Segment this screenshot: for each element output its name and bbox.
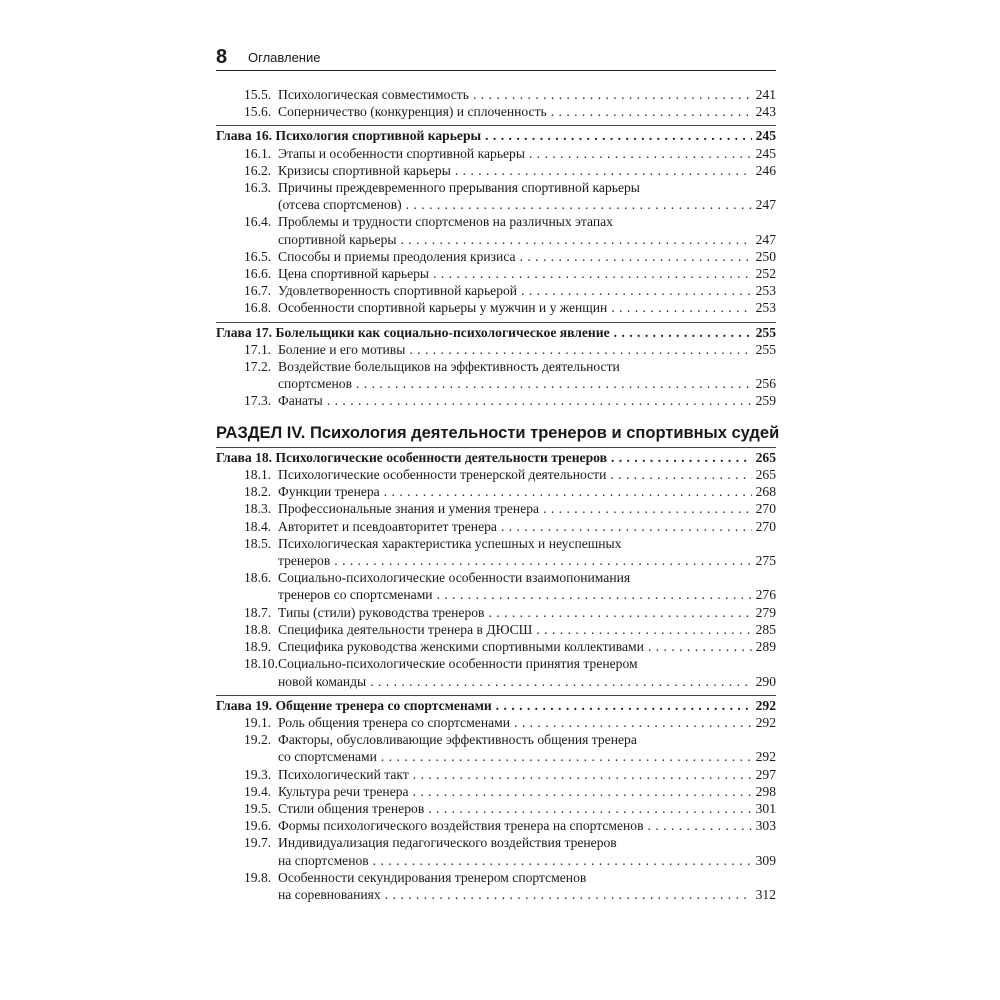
toc-entry xyxy=(216,638,776,655)
entry-page: 245 xyxy=(755,145,776,161)
toc-entry xyxy=(216,852,776,869)
entry-title: Соперничество (конкуренция) и сплоченность xyxy=(278,104,547,120)
entry-title: Способы и приемы преодоления кризиса xyxy=(278,248,516,264)
toc-entry xyxy=(216,500,776,517)
entry-title: Особенности спортивной карьеры у мужчин и у женщин xyxy=(278,300,608,316)
entry-number: 18.9. xyxy=(244,639,272,655)
dot-leader xyxy=(488,604,751,621)
entry-page: 255 xyxy=(755,341,776,357)
toc-entry xyxy=(216,604,776,621)
entry-title: Профессиональные знания и умения тренера xyxy=(278,501,540,517)
toc-entry xyxy=(216,731,776,748)
chapter-title: Глава 17. Болельщики как социально-психологическое явление xyxy=(216,324,610,340)
toc-entry xyxy=(216,282,776,299)
dot-leader xyxy=(514,714,752,731)
chapter-title: Глава 18. Психологические особенности деятельности тренеров xyxy=(216,449,607,465)
entry-page: 243 xyxy=(755,104,776,120)
dot-leader xyxy=(648,817,752,834)
entry-page: 247 xyxy=(755,231,776,247)
entry-number: 19.3. xyxy=(244,766,272,782)
entry-page: 245 xyxy=(755,128,776,144)
entry-number: 18.4. xyxy=(244,518,272,534)
dot-leader xyxy=(551,103,752,120)
dot-leader xyxy=(334,552,751,569)
entry-number: 15.6. xyxy=(244,104,272,120)
toc-entry xyxy=(216,748,776,765)
dot-leader xyxy=(485,127,751,144)
entry-title: Типы (стили) руководства тренеров xyxy=(278,604,485,620)
running-title: Оглавление xyxy=(248,50,321,65)
entry-page: 247 xyxy=(755,197,776,213)
page-number: 8 xyxy=(216,46,228,68)
dot-leader xyxy=(433,265,752,282)
dot-leader xyxy=(409,341,751,358)
toc-entry xyxy=(216,535,776,552)
entry-title: на спортсменов xyxy=(278,852,369,868)
entry-number: 19.6. xyxy=(244,818,272,834)
toc-entry xyxy=(216,179,776,196)
dot-leader xyxy=(611,299,751,316)
toc-entry xyxy=(216,817,776,834)
entry-page: 275 xyxy=(755,553,776,569)
toc-entry xyxy=(216,586,776,603)
dot-leader xyxy=(373,852,752,869)
dot-leader xyxy=(536,621,751,638)
toc-block xyxy=(216,125,776,316)
entry-page: 265 xyxy=(755,449,776,465)
entry-page: 268 xyxy=(755,484,776,500)
entry-title: Авторитет и псевдоавторитет тренера xyxy=(278,518,497,534)
toc-entry xyxy=(216,299,776,316)
entry-title: Функции тренера xyxy=(278,484,380,500)
entry-page: 259 xyxy=(755,393,776,409)
toc-entry xyxy=(216,103,776,120)
chapter-entry xyxy=(216,324,776,341)
entry-page: 297 xyxy=(755,766,776,782)
toc-entry xyxy=(216,86,776,103)
entry-page: 246 xyxy=(755,162,776,178)
entry-number: 15.5. xyxy=(244,87,272,102)
entry-number: 18.6. xyxy=(244,570,272,586)
entry-title: Боление и его мотивы xyxy=(278,341,406,357)
entry-number: 16.5. xyxy=(244,248,272,264)
entry-title: со спортсменами xyxy=(278,749,377,765)
dot-leader xyxy=(384,483,752,500)
toc-entry xyxy=(216,834,776,851)
entry-title: Воздействие болельщиков на эффективность деятельности xyxy=(278,359,620,375)
toc-entry xyxy=(216,483,776,500)
entry-page: 241 xyxy=(755,87,776,102)
entry-title: новой команды xyxy=(278,673,367,689)
entry-number: 19.7. xyxy=(244,835,272,851)
dot-leader xyxy=(413,783,752,800)
entry-title: Психологическая характеристика успешных и неуспешных xyxy=(278,535,622,551)
toc-entry xyxy=(216,673,776,690)
entry-title: Формы психологического воздействия тренера на спортсменов xyxy=(278,818,644,834)
toc-entry xyxy=(216,800,776,817)
entry-number: 16.6. xyxy=(244,266,272,282)
entry-page: 276 xyxy=(755,587,776,603)
dot-leader xyxy=(406,196,752,213)
chapter-title: Глава 16. Психология спортивной карьеры xyxy=(216,128,482,144)
toc-block xyxy=(216,86,776,120)
toc-block xyxy=(216,447,776,690)
entry-number: 19.1. xyxy=(244,714,272,730)
toc-entry xyxy=(216,552,776,569)
dot-leader xyxy=(370,673,751,690)
entry-title: Специфика деятельности тренера в ДЮСШ xyxy=(278,621,533,637)
entry-page: 292 xyxy=(755,714,776,730)
toc-entry xyxy=(216,213,776,230)
entry-page: 312 xyxy=(755,886,776,902)
table-of-contents xyxy=(216,86,780,903)
entry-number: 18.1. xyxy=(244,467,272,483)
entry-number: 19.5. xyxy=(244,800,272,816)
page-header xyxy=(216,44,776,71)
toc-entry xyxy=(216,466,776,483)
entry-title: спортсменов xyxy=(278,376,352,392)
entry-number: 16.8. xyxy=(244,300,272,316)
entry-number: 18.8. xyxy=(244,621,272,637)
entry-page: 250 xyxy=(755,248,776,264)
toc-entry xyxy=(216,231,776,248)
toc-entry xyxy=(216,375,776,392)
toc-block xyxy=(216,322,776,410)
entry-page: 253 xyxy=(755,283,776,299)
entry-title: Фанаты xyxy=(278,393,323,409)
entry-page: 255 xyxy=(755,324,776,340)
entry-number: 16.4. xyxy=(244,214,272,230)
toc-entry xyxy=(216,145,776,162)
dot-leader xyxy=(501,518,752,535)
entry-page: 252 xyxy=(755,266,776,282)
toc-entry xyxy=(216,869,776,886)
dot-leader xyxy=(614,324,752,341)
entry-number: 18.10. xyxy=(244,656,278,672)
entry-page: 292 xyxy=(755,697,776,713)
entry-title: (отсева спортсменов) xyxy=(278,197,402,213)
entry-title: спортивной карьеры xyxy=(278,231,397,247)
toc-entry xyxy=(216,886,776,903)
chapter-entry xyxy=(216,697,776,714)
dot-leader xyxy=(496,697,752,714)
dot-leader xyxy=(520,248,752,265)
dot-leader xyxy=(381,748,752,765)
toc-entry xyxy=(216,766,776,783)
entry-page: 303 xyxy=(755,818,776,834)
entry-number: 16.3. xyxy=(244,180,272,196)
entry-number: 18.5. xyxy=(244,535,272,551)
entry-title: Культура речи тренера xyxy=(278,783,409,799)
entry-page: 289 xyxy=(755,639,776,655)
entry-title: Социально-психологические особенности взаимопонимания xyxy=(278,570,631,586)
toc-entry xyxy=(216,783,776,800)
entry-title: Социально-психологические особенности принятия тренером xyxy=(278,656,638,672)
chapter-entry xyxy=(216,127,776,144)
dot-leader xyxy=(610,466,751,483)
entry-page: 253 xyxy=(755,300,776,316)
entry-number: 18.7. xyxy=(244,604,272,620)
entry-number: 17.3. xyxy=(244,393,272,409)
entry-page: 270 xyxy=(755,518,776,534)
entry-number: 17.1. xyxy=(244,341,272,357)
entry-title: тренеров со спортсменами xyxy=(278,587,433,603)
entry-title: Психологический такт xyxy=(278,766,409,782)
dot-leader xyxy=(611,449,752,466)
entry-title: Причины преждевременного прерывания спортивной карьеры xyxy=(278,180,640,196)
entry-page: 256 xyxy=(755,376,776,392)
dot-leader xyxy=(529,145,752,162)
entry-title: Кризисы спортивной карьеры xyxy=(278,162,451,178)
toc-entry xyxy=(216,569,776,586)
toc-entry xyxy=(216,714,776,731)
entry-title: Проблемы и трудности спортсменов на различных этапах xyxy=(278,214,613,230)
entry-number: 19.2. xyxy=(244,732,272,748)
chapter-entry xyxy=(216,449,776,466)
entry-number: 19.4. xyxy=(244,783,272,799)
entry-title: Психологическая совместимость xyxy=(278,87,469,102)
dot-leader xyxy=(473,86,752,103)
entry-page: 285 xyxy=(755,621,776,637)
dot-leader xyxy=(455,162,752,179)
toc-entry xyxy=(216,341,776,358)
entry-title: Специфика руководства женскими спортивными коллективами xyxy=(278,639,644,655)
dot-leader xyxy=(401,231,752,248)
entry-page: 290 xyxy=(755,673,776,689)
dot-leader xyxy=(521,282,752,299)
dot-leader xyxy=(356,375,752,392)
entry-title: тренеров xyxy=(278,553,331,569)
dot-leader xyxy=(543,500,752,517)
dot-leader xyxy=(385,886,752,903)
entry-number: 18.3. xyxy=(244,501,272,517)
entry-page: 265 xyxy=(755,467,776,483)
entry-page: 279 xyxy=(755,604,776,620)
toc-entry xyxy=(216,358,776,375)
entry-title: Стили общения тренеров xyxy=(278,800,425,816)
entry-title: Цена спортивной карьеры xyxy=(278,266,430,282)
entry-page: 270 xyxy=(755,501,776,517)
entry-title: Психологические особенности тренерской деятельности xyxy=(278,467,607,483)
toc-entry xyxy=(216,655,776,672)
entry-page: 298 xyxy=(755,783,776,799)
entry-title: Факторы, обусловливающие эффективность общения тренера xyxy=(278,732,637,748)
entry-title: Роль общения тренера со спортсменами xyxy=(278,714,511,730)
toc-entry xyxy=(216,248,776,265)
chapter-title: Глава 19. Общение тренера со спортсменами xyxy=(216,697,492,713)
entry-title: Особенности секундирования тренером спортсменов xyxy=(278,869,587,885)
entry-number: 17.2. xyxy=(244,359,272,375)
toc-entry xyxy=(216,518,776,535)
entry-title: на соревнованиях xyxy=(278,886,381,902)
toc-entry xyxy=(216,621,776,638)
entry-title: Этапы и особенности спортивной карьеры xyxy=(278,145,525,161)
entry-number: 16.1. xyxy=(244,145,272,161)
dot-leader xyxy=(437,586,752,603)
entry-number: 18.2. xyxy=(244,484,272,500)
dot-leader xyxy=(327,392,752,409)
toc-block xyxy=(216,695,776,903)
entry-number: 19.8. xyxy=(244,869,272,885)
entry-page: 301 xyxy=(755,800,776,816)
entry-number: 16.7. xyxy=(244,283,272,299)
entry-title: Индивидуализация педагогического воздействия тренеров xyxy=(278,835,617,851)
toc-entry xyxy=(216,162,776,179)
dot-leader xyxy=(428,800,751,817)
dot-leader xyxy=(648,638,752,655)
entry-number: 16.2. xyxy=(244,162,272,178)
toc-entry xyxy=(216,196,776,213)
entry-page: 292 xyxy=(755,749,776,765)
dot-leader xyxy=(413,766,752,783)
entry-title: Удовлетворенность спортивной карьерой xyxy=(278,283,518,299)
entry-page: 309 xyxy=(755,852,776,868)
toc-entry xyxy=(216,265,776,282)
section-heading: РАЗДЕЛ IV. Психология деятельности тренеров и спортивных судей xyxy=(216,423,780,442)
toc-entry xyxy=(216,392,776,409)
